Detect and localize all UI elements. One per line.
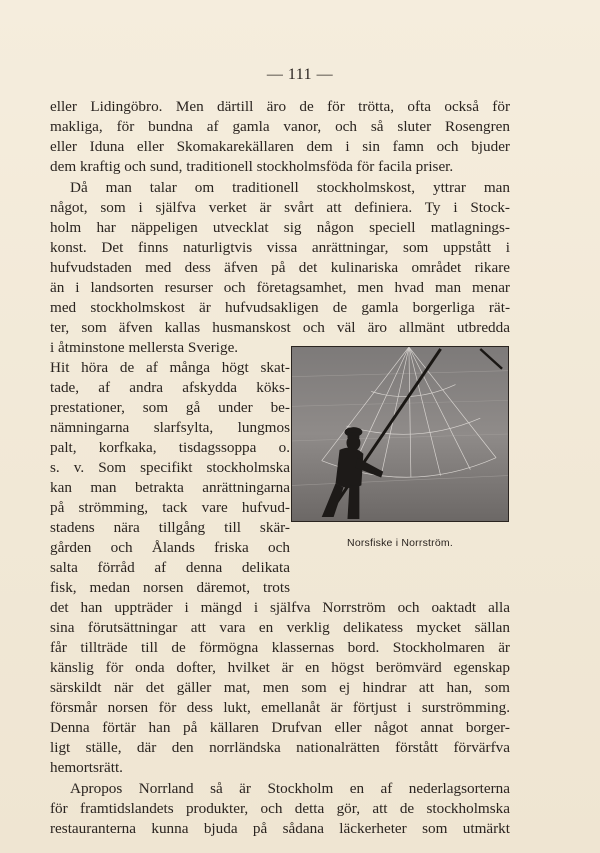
text-line: tade, af andra afskydda köks- [50,379,290,396]
text-line: hemortsrätt. [50,759,123,776]
text-line: i åtminstone mellersta Sverige. [50,339,239,356]
text-line: sina förutsättningar att vara en verklig delikatess mycket sällan [50,619,510,636]
text-line: restauranterna kunna bjuda på sådana läckerheter som utmärkt [50,820,510,837]
text-line: prestationer, som gå under be- [50,399,290,416]
text-line: särskildt när det gäller mat, men som ej hindrar att han, som [50,679,510,696]
text-line: stadens nära tillgång till skär- [50,519,290,536]
text-line: Då man talar om traditionell stockholmskost, yttrar man [70,179,510,196]
text-line: palt, korfkaka, tisdagssoppa o. [50,439,290,456]
page-number: — 111 — [266,66,334,83]
figure-caption: Norsfiske i Norrström. [347,537,453,549]
text-line: med stockholmskost är hufvudsakligen de gamla borgerliga rät- [50,299,510,316]
text-line: s. v. Som specifikt stockholmska [50,459,290,476]
text-line: gården och Ålands friska och [50,539,290,556]
text-line: för framtidslandets produkter, och detta gör, att de stockholmska [50,800,510,817]
text-line: Apropos Norrland så är Stockholm en af nederlagsorterna [70,780,510,797]
text-line: makliga, för bundna af gamla vanor, och så sluter Rosengren [50,118,510,135]
text-line: dem kraftig och sund, traditionell stockholmsföda för facila priser. [50,158,454,175]
text-line: kan man betrakta anrättningarna [50,479,290,496]
text-line: försmår norsen för dess lukt, emellanåt är förtjust i surströmming. [50,699,510,716]
text-line: får tillträde till de förmögna klassernas bord. Stockholmaren är [50,639,510,656]
text-line: konst. Det finns naturligtvis vissa anrättningar, som uppstått i [50,239,510,256]
man-fishing-with-net-photo [292,347,508,521]
text-line: det han uppträder i mängd i själfva Norrström och oaktadt alla [50,599,510,616]
text-line: ter, som äfven kallas husmanskost och väl äro allmänt utbredda [50,319,510,336]
text-line: fisk, medan norsen däremot, trots [50,579,290,596]
text-line: ligt ställe, där den norrländska nationalrätten förstått förvärfva [50,739,510,756]
text-line: på strömming, tack vare hufvud- [50,499,290,516]
text-line: känslig för onda dofter, hvilket är en högst berömvärd egenskap [50,659,510,676]
text-line: Hit höra de af många högt skat- [50,359,290,376]
text-line: salta förråd af denna delikata [50,559,290,576]
text-line: än i landsorten resurser och företagsamhet, men hvad man menar [50,279,510,296]
text-line: nämningarna slarfsylta, lungmos [50,419,290,436]
text-line: eller Iduna eller Skomakarekällaren dem i sin famn och bjuder [50,138,510,155]
text-line: hufvudstaden med dess äfven på det kulinariska området rikare [50,259,510,276]
text-line: Denna förtär han på källaren Drufvan eller något annat borger- [50,719,510,736]
text-line: något, som i själfva verket är svårt att definiera. Ty i Stock- [50,199,510,216]
text-line: eller Lidingöbro. Men därtill äro de för trötta, ofta också för [50,98,510,115]
fishing-photo [291,346,509,522]
text-line: holm har näppeligen utvecklat sig någon speciell matlagnings- [50,219,510,236]
